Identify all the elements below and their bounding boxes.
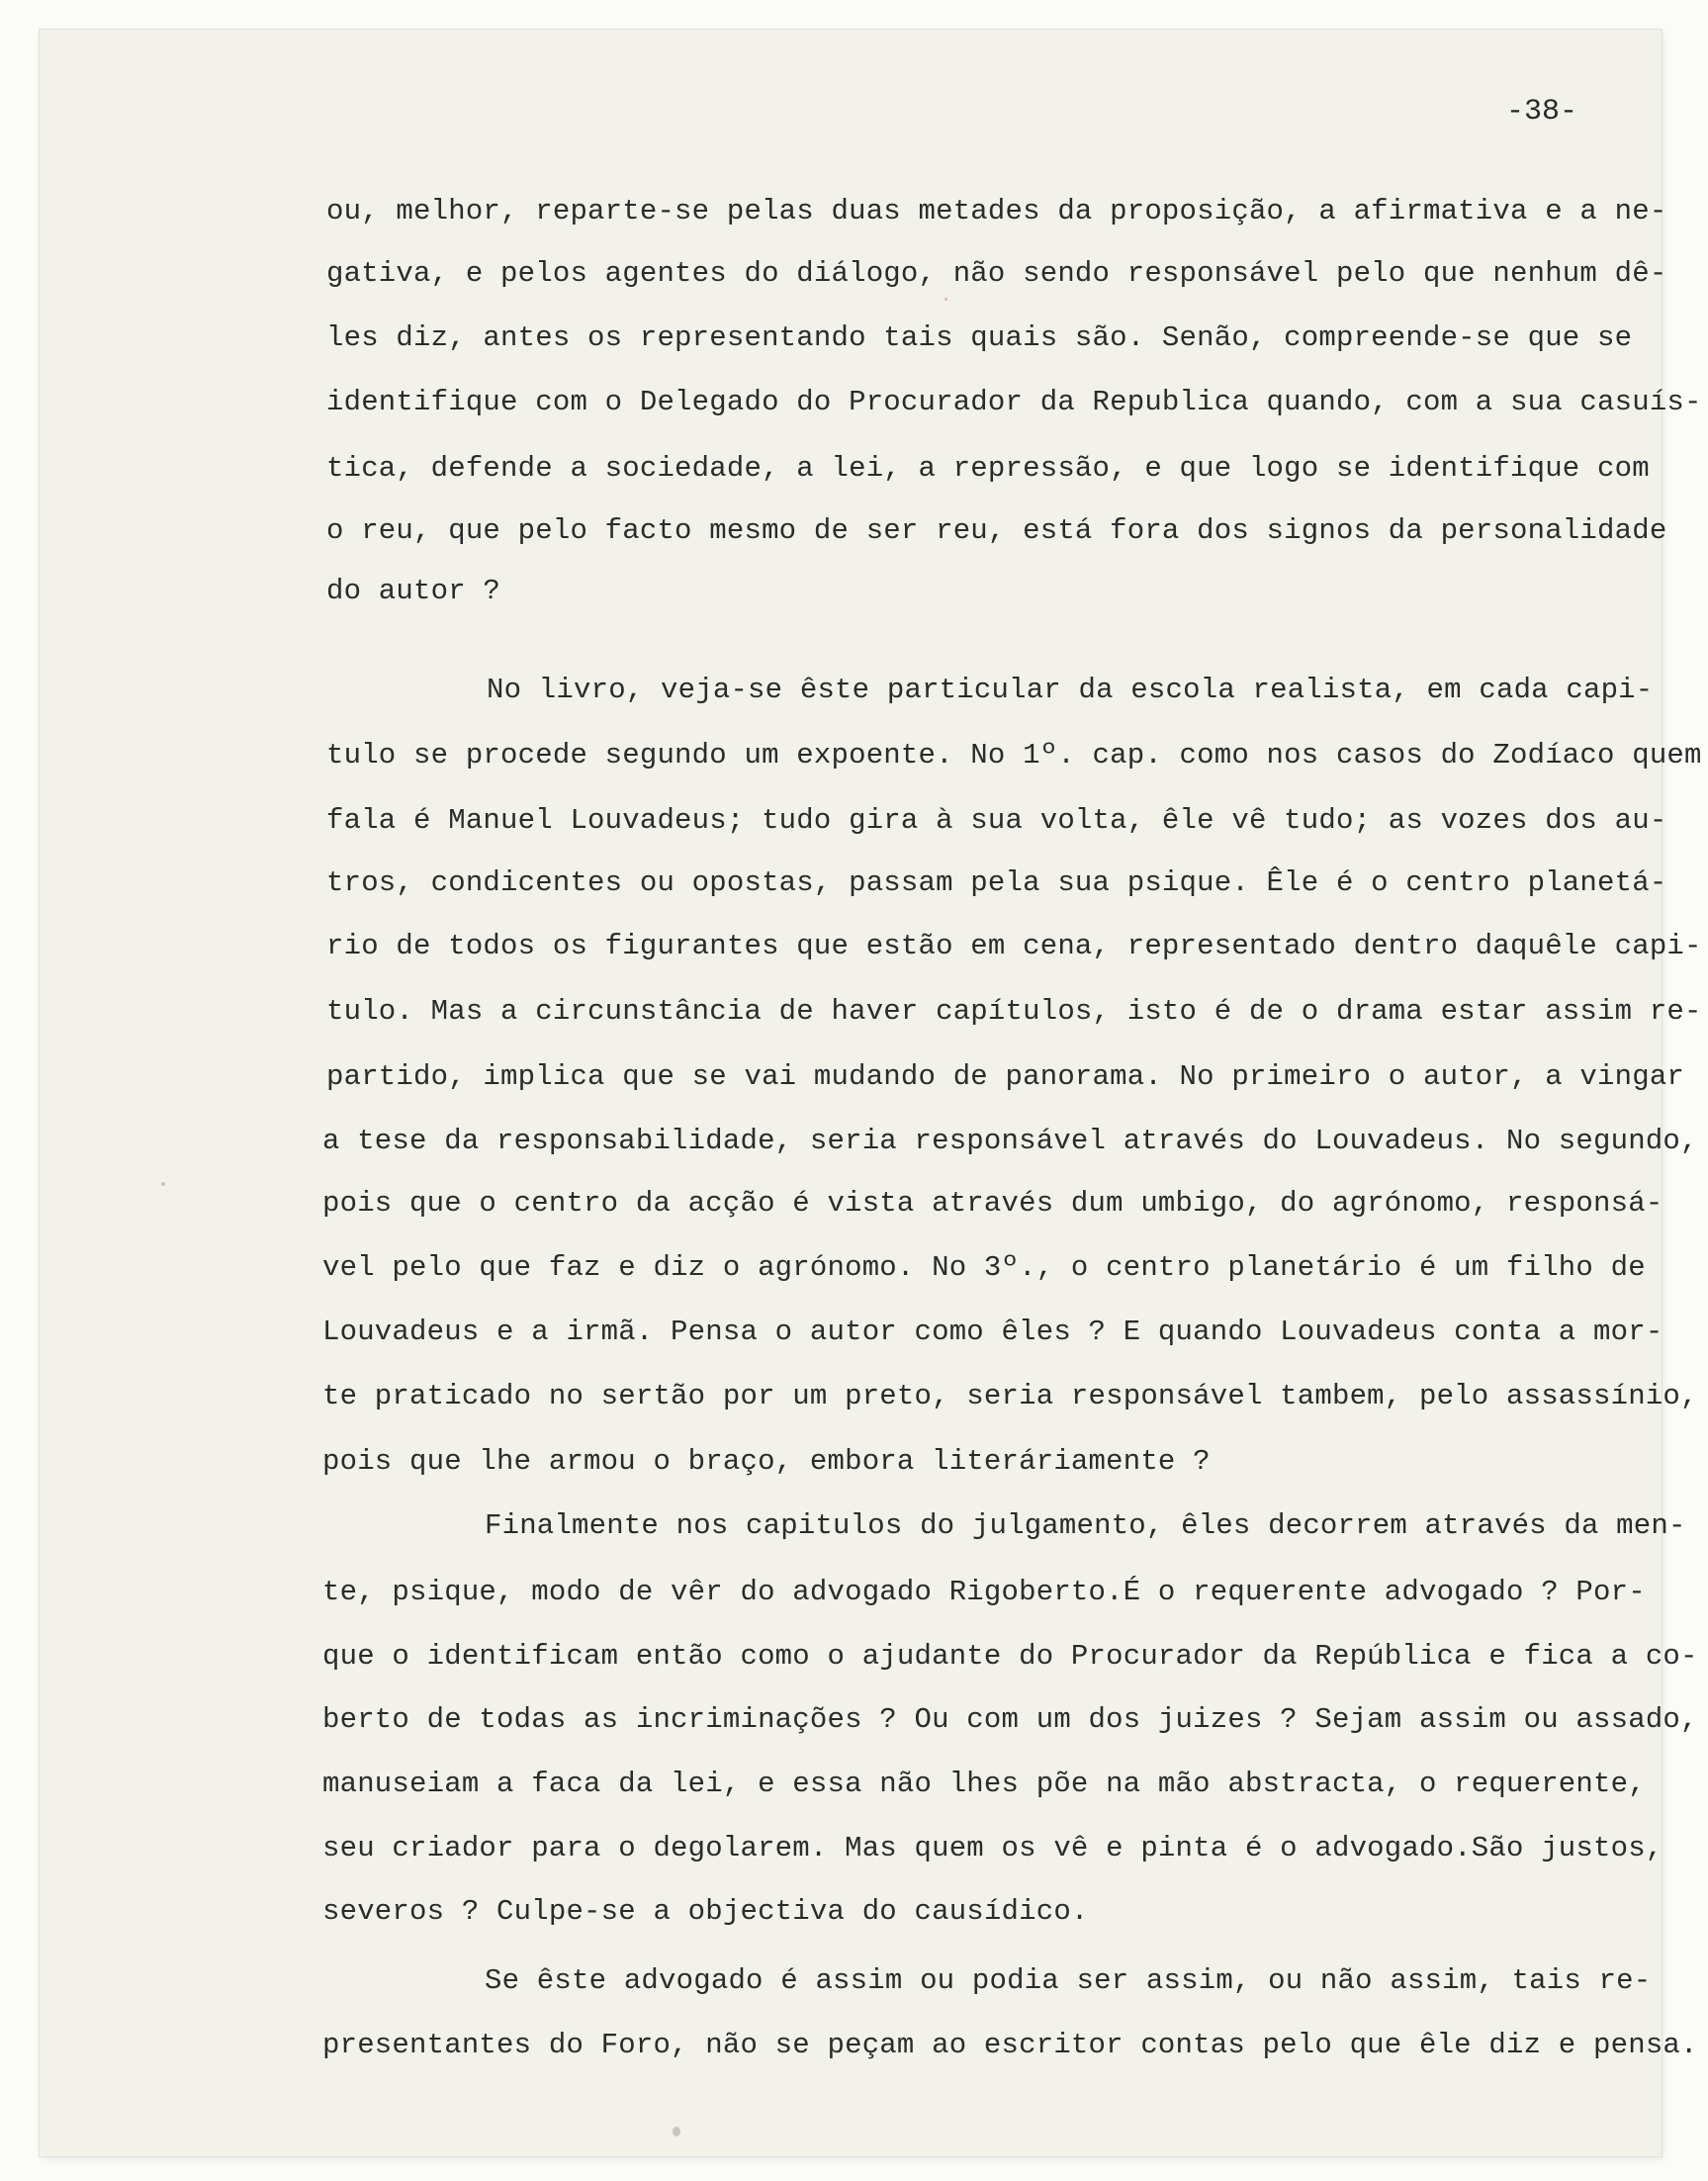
text-line: manuseiam a faca da lei, e essa não lhes põe na mão abstracta, o requerente, bbox=[322, 1768, 1646, 1800]
text-line: vel pelo que faz e diz o agrónomo. No 3º., o centro planetário é um filho de bbox=[322, 1251, 1646, 1284]
text-line: tica, defende a sociedade, a lei, a repressão, e que logo se identifique com bbox=[326, 452, 1650, 485]
text-line: tros, condicentes ou opostas, passam pela sua psique. Êle é o centro planetá- bbox=[326, 866, 1667, 899]
text-line: presentantes do Foro, não se peçam ao escritor contas pelo que êle diz e pensa. bbox=[322, 2029, 1698, 2061]
text-line: tulo se procede segundo um expoente. No 1º. cap. como nos casos do Zodíaco quem bbox=[326, 739, 1702, 772]
text-line: No livro, veja-se êste particular da escola realista, em cada capi- bbox=[487, 674, 1654, 706]
text-line: ou, melhor, reparte-se pelas duas metades da proposição, a afirmativa e a ne- bbox=[326, 195, 1667, 227]
text-line: do autor ? bbox=[326, 575, 501, 607]
text-line: te praticado no sertão por um preto, seria responsável tambem, pelo assassínio, bbox=[322, 1380, 1698, 1412]
text-line: identifique com o Delegado do Procurador da Republica quando, com a sua casuís- bbox=[326, 386, 1702, 418]
text-line: te, psique, modo de vêr do advogado Rigoberto.É o requerente advogado ? Por- bbox=[322, 1576, 1646, 1608]
text-line: fala é Manuel Louvadeus; tudo gira à sua volta, êle vê tudo; as vozes dos au- bbox=[326, 804, 1667, 837]
text-line: partido, implica que se vai mudando de panorama. No primeiro o autor, a vingar bbox=[326, 1060, 1685, 1093]
text-line: berto de todas as incriminações ? Ou com um dos juizes ? Sejam assim ou assado, bbox=[322, 1703, 1698, 1736]
text-line: tulo. Mas a circunstância de haver capítulos, isto é de o drama estar assim re- bbox=[326, 995, 1702, 1028]
text-line: pois que o centro da acção é vista através dum umbigo, do agrónomo, responsá- bbox=[322, 1187, 1663, 1220]
text-line: seu criador para o degolarem. Mas quem os vê e pinta é o advogado.São justos, bbox=[322, 1832, 1663, 1864]
text-line: Se êste advogado é assim ou podia ser assim, ou não assim, tais re- bbox=[485, 1964, 1652, 1997]
page-number: -38- bbox=[1506, 95, 1578, 129]
text-line: rio de todos os figurantes que estão em cena, representado dentro daquêle capi- bbox=[326, 930, 1702, 962]
text-line: pois que lhe armou o braço, embora literáriamente ? bbox=[322, 1445, 1211, 1478]
text-line: severos ? Culpe-se a objectiva do causídico. bbox=[322, 1895, 1089, 1928]
text-line: gativa, e pelos agentes do diálogo, não sendo responsável pelo que nenhum dê- bbox=[326, 257, 1667, 290]
text-line: les diz, antes os representando tais quais são. Senão, compreende-se que se bbox=[326, 321, 1633, 354]
text-line: Finalmente nos capitulos do julgamento, êles decorrem através da men- bbox=[485, 1509, 1686, 1542]
text-line: a tese da responsabilidade, seria responsável através do Louvadeus. No segundo, bbox=[322, 1125, 1698, 1157]
text-line: o reu, que pelo facto mesmo de ser reu, está fora dos signos da personalidade bbox=[326, 514, 1667, 547]
text-line: Louvadeus e a irmã. Pensa o autor como êles ? E quando Louvadeus conta a mor- bbox=[322, 1316, 1663, 1348]
text-line: que o identificam então como o ajudante do Procurador da República e fica a co- bbox=[322, 1640, 1698, 1673]
